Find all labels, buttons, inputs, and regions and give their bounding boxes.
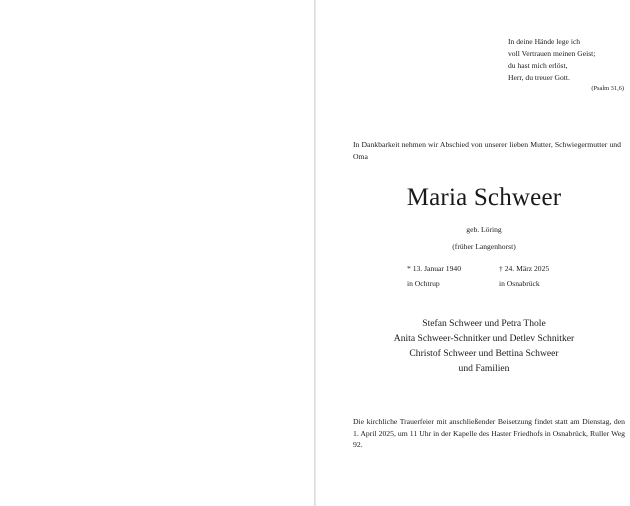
psalm-verse: [508, 36, 626, 84]
mourner-line: Christof Schweer und Bettina Schweer: [409, 348, 559, 359]
mourners-list: [316, 316, 630, 376]
deceased-name: Maria Schweer: [406, 184, 562, 211]
birth-name: geb. Löring: [466, 225, 502, 234]
psalm-line: voll Vertrauen meinen Geist;: [508, 49, 596, 58]
service-info: Die kirchliche Trauerfeier mit anschließender Beisetzung findet statt am Dienstag, den 1. April 2025, um 11 Uhr in der Kapelle des Haster Friedhofs in Osnabrück, Ruller Weg 92.: [353, 417, 625, 450]
mourner-line: und Familien: [458, 363, 510, 374]
death-place: in Osnabrück: [499, 279, 540, 288]
right-page: [316, 0, 630, 506]
former-residence: (früher Langenhorst): [452, 242, 516, 251]
death-info: [499, 261, 549, 291]
mourner-line: Stefan Schweer und Petra Thole: [422, 318, 546, 329]
birth-info: [407, 261, 461, 291]
intro-text: In Dankbarkeit nehmen wir Abschied von unserer lieben Mutter, Schwiegermutter und Oma: [353, 140, 621, 161]
psalm-line: du hast mich erlöst,: [508, 61, 568, 70]
death-date: † 24. März 2025: [499, 264, 550, 273]
mourner-line: Anita Schweer-Schnitker und Detlev Schnitker: [393, 333, 575, 344]
birth-place: in Ochtrup: [407, 279, 440, 288]
psalm-line: In deine Hände lege ich: [508, 37, 581, 46]
psalm-reference: (Psalm 31,6): [591, 85, 624, 92]
psalm-line: Herr, du treuer Gott.: [508, 73, 570, 82]
birth-date: * 13. Januar 1940: [407, 264, 461, 273]
left-page: [0, 0, 314, 506]
